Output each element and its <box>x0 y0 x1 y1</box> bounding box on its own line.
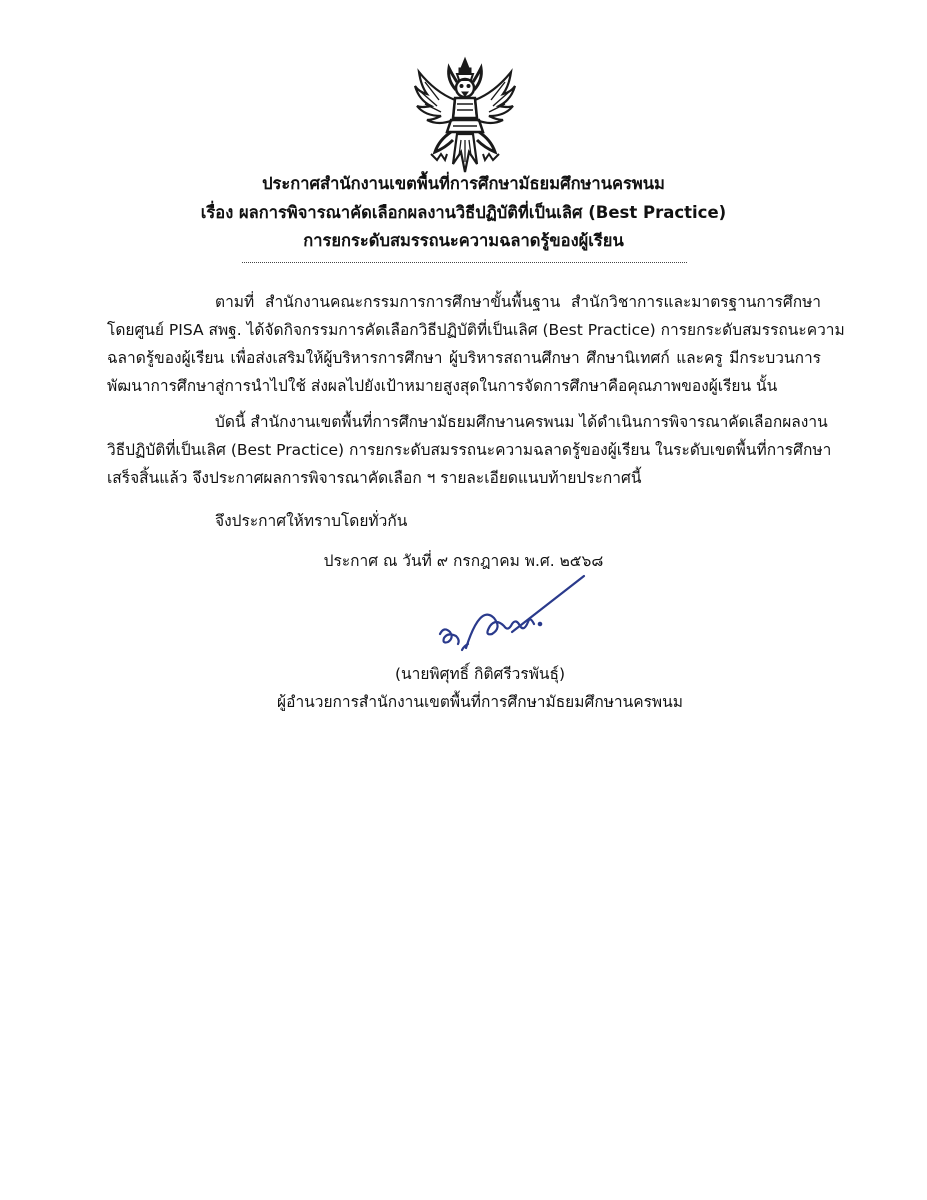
handwritten-signature <box>436 574 586 658</box>
garuda-emblem-icon <box>413 56 517 176</box>
signatory-position: ผู้อำนวยการสำนักงานเขตพื้นที่การศึกษามัธยมศึกษานครพนม <box>277 693 683 711</box>
paragraph-2-line-3: เสร็จสิ้นแล้ว จึงประกาศผลการพิจารณาคัดเลือก ฯ รายละเอียดแนบท้ายประกาศนี้ <box>107 469 642 487</box>
paragraph-2-line-1: บัดนี้ สำนักงานเขตพื้นที่การศึกษามัธยมศึกษานครพนม ได้ดำเนินการพิจารณาคัดเลือกผลงาน <box>215 413 828 431</box>
paragraph-1-line-1: ตามที่ สำนักงานคณะกรรมการการศึกษาขั้นพื้นฐาน สำนักวิชาการและมาตรฐานการศึกษา <box>215 293 821 311</box>
signatory-name: (นายพิศุทธิ์ กิติศรีวรพันธุ์) <box>394 665 566 683</box>
document-title-line-1: ประกาศสำนักงานเขตพื้นที่การศึกษามัธยมศึกษานครพนม <box>262 174 665 193</box>
closing-statement: จึงประกาศให้ทราบโดยทั่วกัน <box>215 512 408 530</box>
document-title-line-2: เรื่อง ผลการพิจารณาคัดเลือกผลงานวิธีปฏิบัติที่เป็นเลิศ (Best Practice) <box>200 203 727 222</box>
paragraph-2-line-2: วิธีปฏิบัติที่เป็นเลิศ (Best Practice) การยกระดับสมรรถนะความฉลาดรู้ของผู้เรียน ในระดับเขตพื้นที่การศึกษา <box>107 441 832 459</box>
document-title-line-3: การยกระดับสมรรถนะความฉลาดรู้ของผู้เรียน <box>303 231 624 250</box>
announcement-date: ประกาศ ณ วันที่ ๙ กรกฎาคม พ.ศ. ๒๕๖๘ <box>323 552 604 570</box>
paragraph-1-line-2: โดยศูนย์ PISA สพฐ. ได้จัดกิจกรรมการคัดเลือกวิธีปฏิบัติที่เป็นเลิศ (Best Practice) การยกระดับสมรรถนะความ <box>107 321 845 339</box>
paragraph-1-line-3: ฉลาดรู้ของผู้เรียน เพื่อส่งเสริมให้ผู้บริหารการศึกษา ผู้บริหารสถานศึกษา ศึกษานิเทศก์ และครู มีกระบวนการ <box>107 349 821 367</box>
paragraph-1-line-4: พัฒนาการศึกษาสู่การนำไปใช้ ส่งผลไปยังเป้าหมายสูงสุดในการจัดการศึกษาคือคุณภาพของผู้เรียน นั้น <box>107 377 778 395</box>
dotted-divider <box>242 262 687 263</box>
